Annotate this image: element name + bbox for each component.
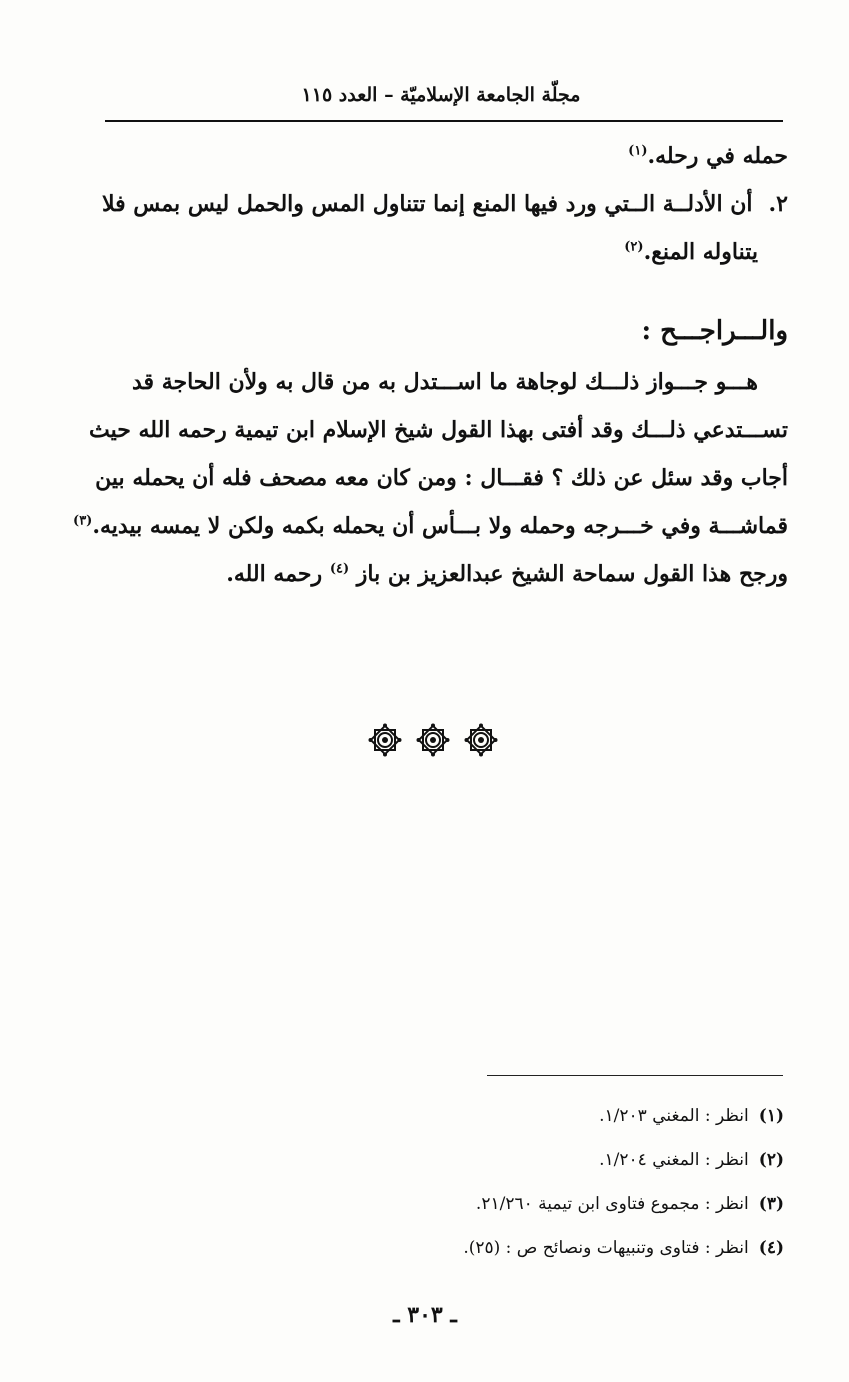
footnote-number: (٤) bbox=[758, 1238, 784, 1258]
footnote-number: (٣) bbox=[758, 1194, 784, 1214]
section-line: تســـتدعي ذلـــك وقد أفتى بهذا القول شيخ الإسلام ابن تيمية رحمه الله حيث bbox=[88, 417, 788, 443]
rosette-ornament-icon bbox=[464, 723, 498, 757]
list-item-number: ٢. bbox=[768, 191, 788, 217]
footnotes bbox=[300, 1094, 784, 1270]
section-line bbox=[78, 550, 788, 598]
footnote-text: انظر : المغني ١/٢٠٤. bbox=[599, 1150, 749, 1170]
section-divider-ornaments bbox=[368, 722, 498, 758]
body-text bbox=[73, 132, 788, 598]
section-line: أجاب وقد سئل عن ذلك ؟ فقـــال : ومن كان معه مصحف فله أن يحمله بين bbox=[95, 465, 788, 491]
footnote-text: انظر : المغني ١/٢٠٣. bbox=[599, 1106, 749, 1126]
footnote bbox=[300, 1094, 784, 1138]
section-line bbox=[73, 502, 788, 550]
section-line-text: قماشـــة وفي خـــرجه وحمله ولا بـــأس أن يحمله بكمه ولكن لا يمسه بيديه. bbox=[92, 513, 788, 539]
footnote bbox=[300, 1226, 784, 1270]
page-number: ـ ٣٠٣ ـ bbox=[393, 1302, 457, 1328]
footnote bbox=[300, 1138, 784, 1182]
paragraph-line bbox=[78, 132, 788, 180]
paragraph-text: حمله في رحله. bbox=[647, 143, 788, 169]
footnote-ref-3: (٣) bbox=[73, 513, 93, 529]
footnote-number: (١) bbox=[758, 1106, 784, 1126]
list-item-text: يتناوله المنع. bbox=[643, 239, 758, 265]
journal-header: مجلّة الجامعة الإسلاميّة – العدد ١١٥ bbox=[301, 84, 581, 106]
rosette-ornament-icon bbox=[368, 723, 402, 757]
footnote-separator bbox=[487, 1075, 783, 1076]
list-item-text: أن الأدلــة الــتي ورد فيها المنع إنما تتناول المس والحمل ليس بمس فلا bbox=[101, 191, 753, 217]
section-line-text: هـــو جـــواز ذلـــك لوجاهة ما اســـتدل به من قال به ولأن الحاجة قد bbox=[131, 369, 758, 395]
section-line-text: رحمه الله. bbox=[226, 561, 323, 587]
section-line-text: ورجح هذا القول سماحة الشيخ عبدالعزيز بن باز bbox=[356, 561, 788, 587]
footnote-text: انظر : مجموع فتاوى ابن تيمية ٢١/٢٦٠. bbox=[475, 1194, 749, 1214]
list-item-2-line-1 bbox=[78, 180, 788, 228]
footnote-ref-1: (١) bbox=[628, 143, 648, 159]
rosette-ornament-icon bbox=[416, 723, 450, 757]
list-item-2-line-2 bbox=[78, 228, 788, 276]
header-rule bbox=[105, 120, 783, 122]
footnote-number: (٢) bbox=[758, 1150, 784, 1170]
section-line bbox=[78, 358, 788, 406]
footnote-ref-4: (٤) bbox=[329, 561, 350, 577]
footnote bbox=[300, 1182, 784, 1226]
footnote-text: انظر : فتاوى وتنبيهات ونصائح ص : (٢٥). bbox=[463, 1238, 749, 1258]
footnote-ref-2: (٢) bbox=[624, 239, 644, 255]
section-heading: والـــراجـــح : bbox=[641, 316, 788, 346]
